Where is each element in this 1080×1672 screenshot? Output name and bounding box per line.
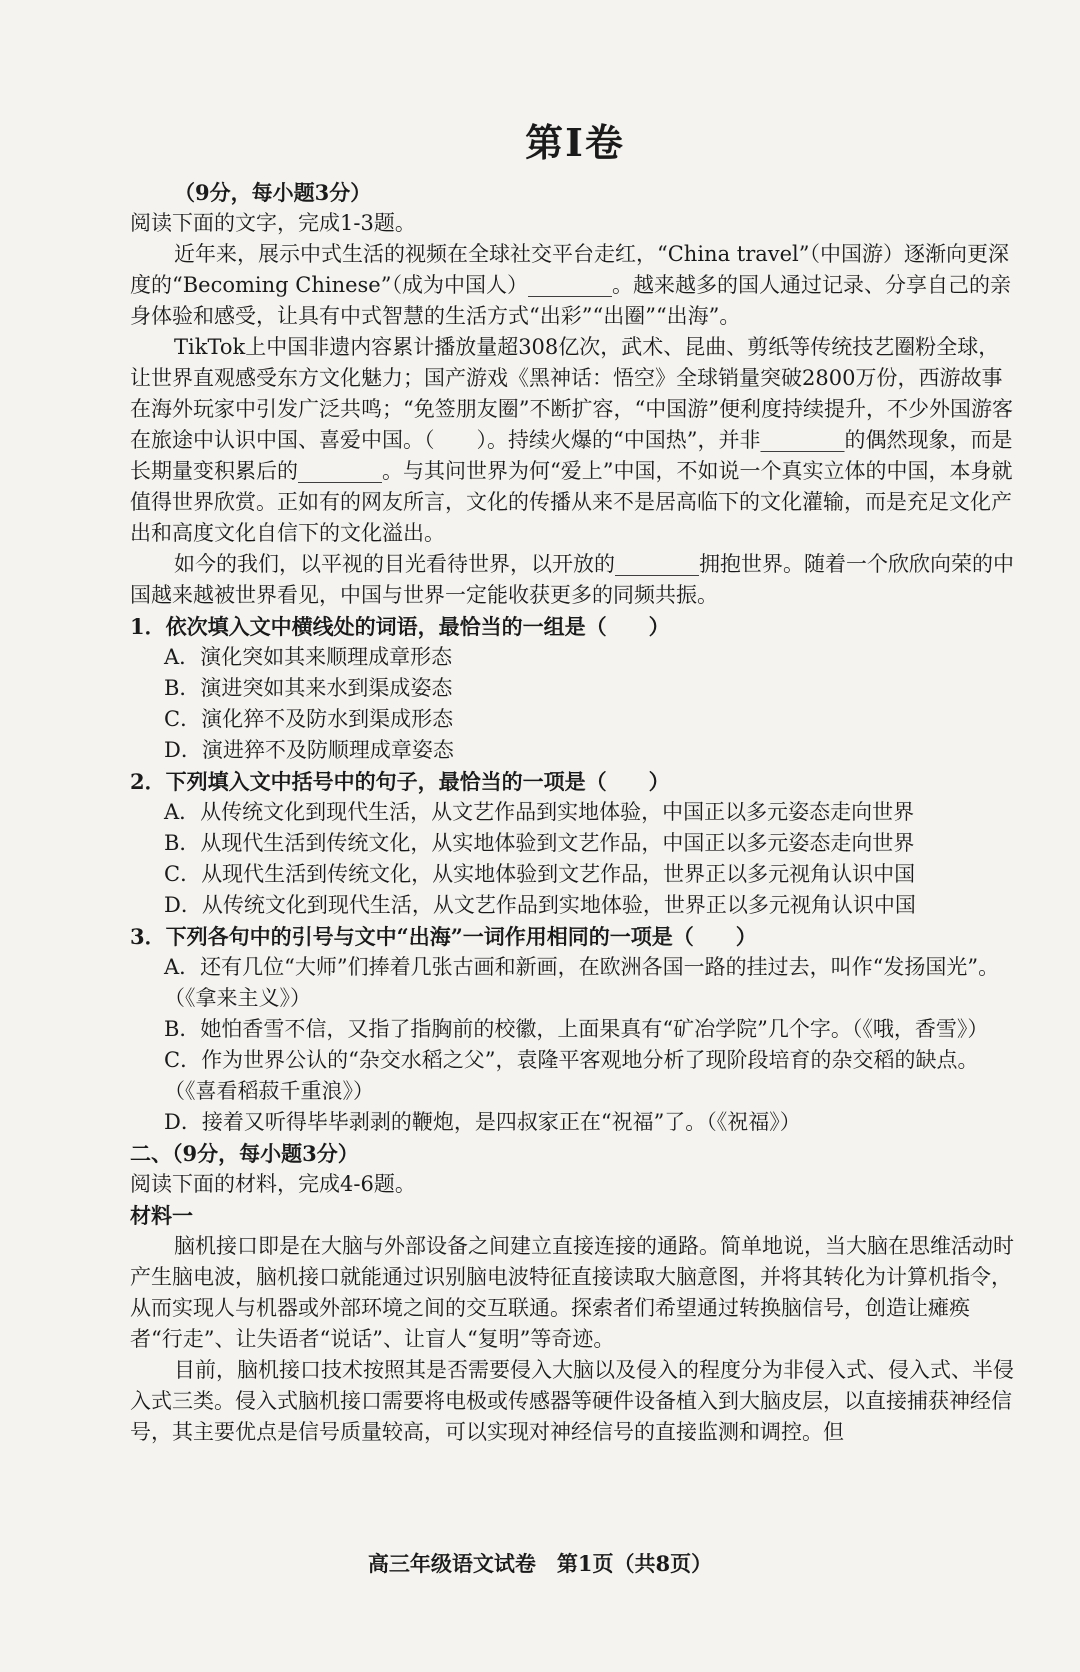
question-3-option-b: B．她怕香雪不信，又指了指胸前的校徽，上面果真有“矿冶学院”几个字。（《哦，香雪》） (164, 1017, 989, 1041)
option-text: 姿态 (411, 738, 454, 762)
section1-instruction: 阅读下面的文字，完成1-3题。 (130, 211, 416, 235)
question-2-stem: 2．下列填入文中括号中的句子，最恰当的一项是（ ） (130, 769, 670, 794)
option-text: 形态 (411, 707, 454, 731)
option-text: 形态 (410, 645, 453, 669)
question-3-stem: 3．下列各句中的引号与文中“出海”一词作用相同的一项是（ ） (130, 924, 757, 949)
option-text: 突如其来 (242, 645, 327, 669)
page-footer: 高三年级语文试卷 第1页（共8页） (367, 1551, 713, 1576)
material-paragraph-1: 脑机接口即是在大脑与外部设备之间建立直接连接的通路。简单地说，当大脑在思维活动时产生脑电波，脑机接口就能通过识别脑电波特征直接读取大脑意图，并将其转化为计算机指令，从而实现人与机器或外部环境之间的交互联通。探索者们希望通过转换脑信号，创造让瘫痪者“行走”、让失语者“说话”、让盲人“复明”等奇迹。 (130, 1234, 1014, 1351)
option-text: 水到渠成 (327, 707, 412, 731)
passage-paragraph-2: TikTok上中国非遗内容累计播放量超308亿次，武术、昆曲、剪纸等传统技艺圈粉全球，让世界直观感受东方文化魅力；国产游戏《黑神话：悟空》全球销量突破2800万份，西游故事在海外玩家中引发广泛共鸣；“免签朋友圈”不断扩容，“中国游”便利度持续提升，不少外国游客在旅途中认识中国、喜爱中国。（ ）。持续火爆的“中国热”，并非________的偶然现象，而是长期量变积累后的________。与其问世界为何“爱上”中国，不如说一个真实立体的中国，本身就值得世界欣赏。正如有的网友所言，文化的传播从来不是居高临下的文化灌输，而是充足文化产出和高度文化自信下的文化溢出。 (130, 335, 1013, 545)
material-label: 材料一 (130, 1203, 193, 1228)
passage-paragraph-1: 近年来，展示中式生活的视频在全球社交平台走红，“China travel”（中国游）逐渐向更深度的“Becoming Chinese”（成为中国人）________。越来越多的国人通过记录、分享自己的亲身体验和感受，让具有中式智慧的生活方式“出彩”“出圈”“出海”。 (130, 242, 1011, 328)
question-1-option (164, 735, 1020, 766)
question-1-stem: 1．依次填入文中横线处的词语，最恰当的一组是（ ） (130, 614, 670, 639)
question-2-option-a: A．从传统文化到现代生活，从文艺作品到实地体验，中国正以多元姿态走向世界 (164, 800, 915, 824)
section2-instruction: 阅读下面的材料，完成4-6题。 (130, 1172, 416, 1196)
material-paragraph-2: 目前，脑机接口技术按照其是否需要侵入大脑以及侵入的程度分为非侵入式、侵入式、半侵入式三类。侵入式脑机接口需要将电极或传感器等硬件设备植入到大脑皮层，以直接捕获神经信号，其主要优点是信号质量较高，可以实现对神经信号的直接监测和调控。但 (130, 1358, 1014, 1444)
question-1-option (164, 704, 1020, 735)
question-2-option-d: D．从传统文化到现代生活，从文艺作品到实地体验，世界正以多元视角认识中国 (164, 893, 916, 917)
option-text: 猝不及防 (243, 738, 328, 762)
option-text: D．演进 (164, 738, 244, 762)
page-title: 第I卷 (525, 120, 625, 165)
option-text: 突如其来 (242, 676, 327, 700)
question-1-option (164, 673, 1020, 704)
question-2-option-c: C．从现代生活到传统文化，从实地体验到文艺作品，世界正以多元视角认识中国 (164, 862, 916, 886)
question-2-option-b: B．从现代生活到传统文化，从实地体验到文艺作品，中国正以多元姿态走向世界 (164, 831, 915, 855)
option-text: B．演进 (164, 676, 243, 700)
passage-paragraph-3: 如今的我们，以平视的目光看待世界，以开放的________拥抱世界。随着一个欣欣向荣的中国越来越被世界看见，中国与世界一定能收获更多的同频共振。 (130, 552, 1014, 607)
section2-header: 二、（9分，每小题3分） (130, 1141, 359, 1166)
option-text: 顺理成章 (327, 738, 412, 762)
option-text: 顺理成章 (326, 645, 411, 669)
option-text: 猝不及防 (243, 707, 328, 731)
option-text: 姿态 (410, 676, 453, 700)
question-3-option-a: A．还有几位“大师”们捧着几张古画和新画，在欧洲各国一路的挂过去，叫作“发扬国光”。（《拿来主义》） (164, 955, 1000, 1010)
option-text: C．演化 (164, 707, 244, 731)
question-1-option (164, 642, 1020, 673)
question-3-option-d: D．接着又听得毕毕剥剥的鞭炮，是四叔家正在“祝福”了。（《祝福》） (164, 1110, 801, 1134)
section1-header: （9分，每小题3分） (174, 180, 372, 205)
question-3-option-c: C．作为世界公认的“杂交水稻之父”，袁隆平客观地分析了现阶段培育的杂交稻的缺点。（《喜看稻菽千重浪》） (164, 1048, 979, 1103)
option-text: 水到渠成 (326, 676, 411, 700)
question-1-options (130, 642, 1020, 766)
option-text: A．演化 (164, 645, 243, 669)
